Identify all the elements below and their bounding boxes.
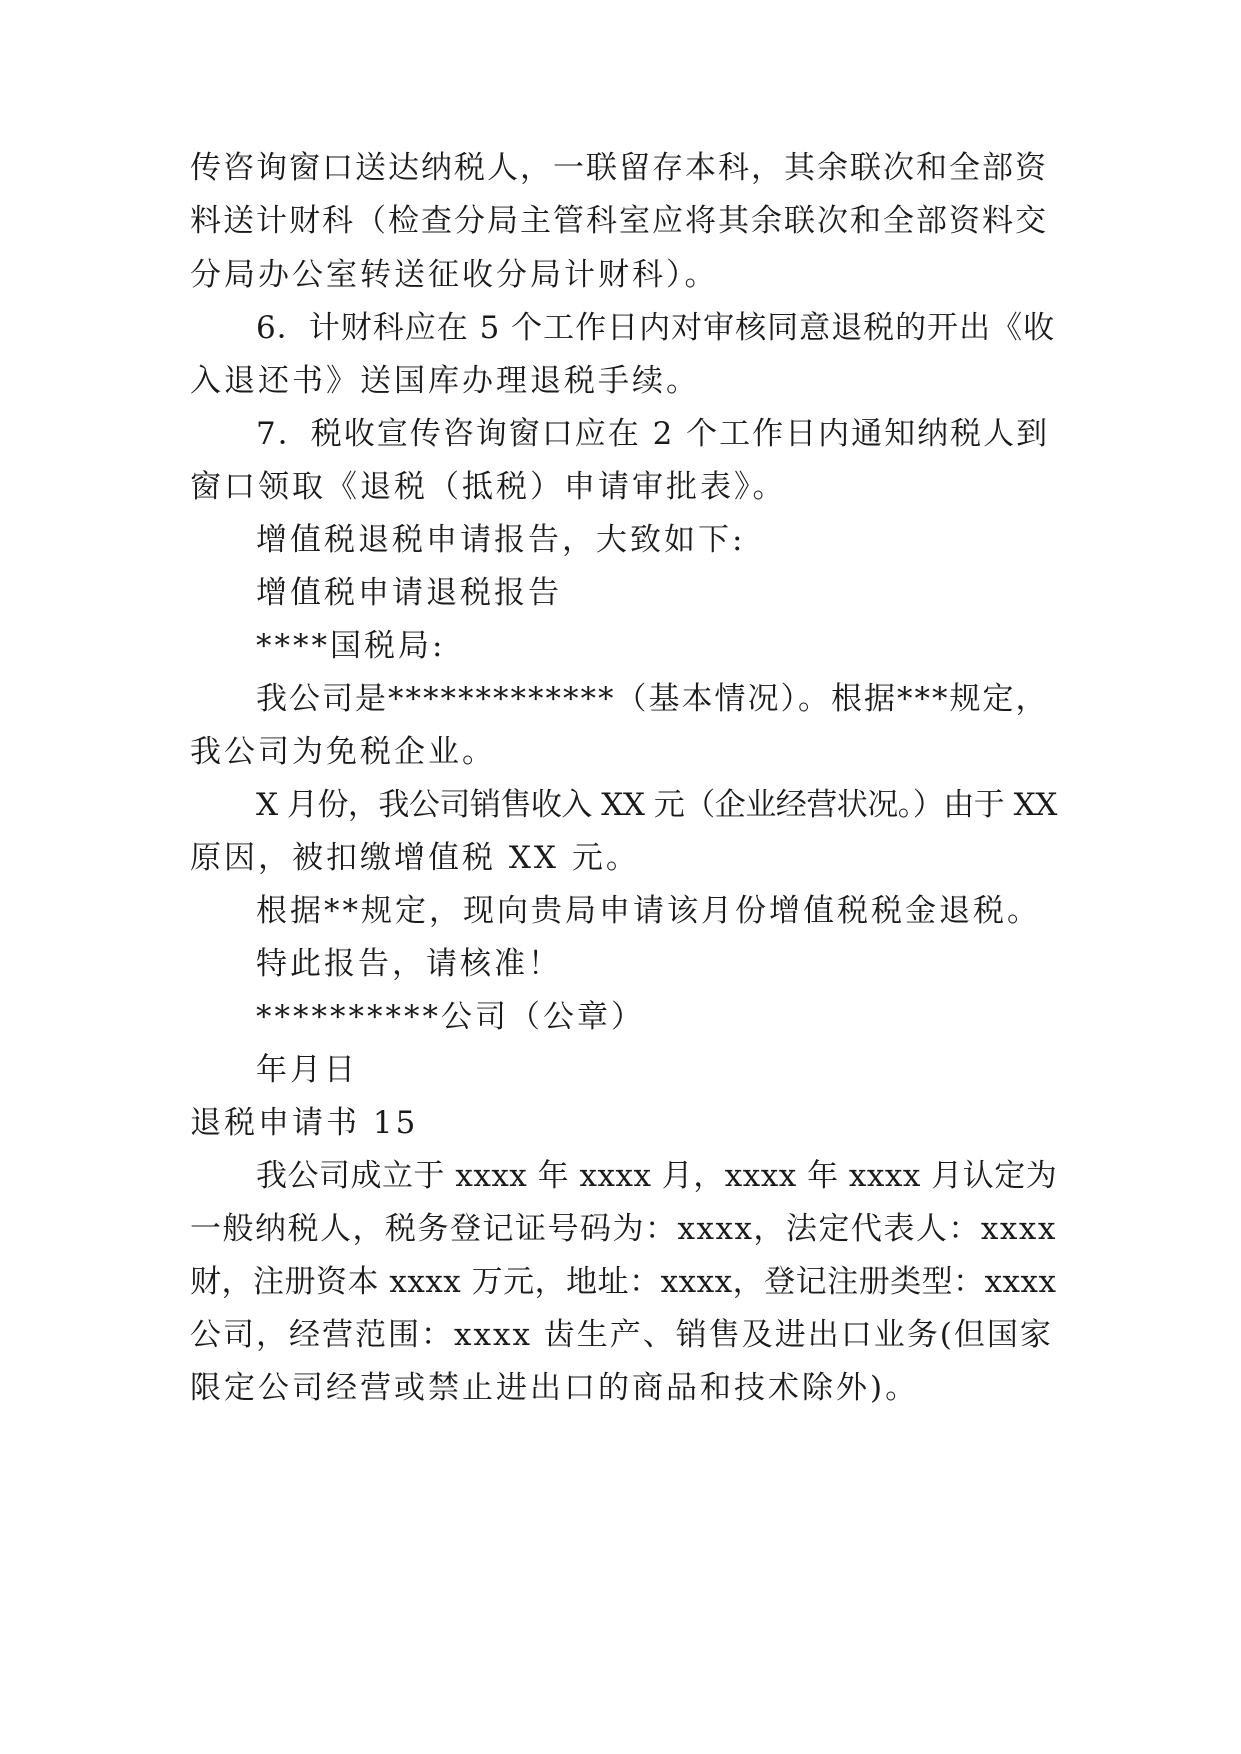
text-line: 我公司成立于 xxxx 年 xxxx 月，xxxx 年 xxxx 月认定为 <box>256 1158 1058 1194</box>
date-line: 年月日 <box>256 1052 358 1088</box>
signature-line: **********公司（公章） <box>256 999 645 1035</box>
text-line: 入退还书》送国库办理退税手续。 <box>190 363 700 399</box>
section-heading: 退税申请书 15 <box>190 1105 419 1141</box>
text-line: 分局办公室转送征收分局计财科）。 <box>190 257 719 293</box>
text-line: 料送计财科（检查分局主管科室应将其余联次和全部资料交 <box>190 203 1048 239</box>
text-line: 限定公司经营或禁止进出口的商品和技术除外)。 <box>190 1370 920 1406</box>
text-line: X 月份，我公司销售收入 XX 元（企业经营状况。）由于 XX <box>256 787 1057 823</box>
text-line: 特此报告，请核准！ <box>256 946 562 982</box>
text-line: 公司，经营范围：xxxx 齿生产、销售及进出口业务(但国家 <box>190 1317 1053 1353</box>
text-line: 传咨询窗口送达纳税人，一联留存本科，其余联次和全部资 <box>190 150 1048 186</box>
text-line: 原因，被扣缴增值税 XX 元。 <box>190 840 640 876</box>
text-line: 根据**规定，现向贵局申请该月份增值税税金退税。 <box>256 893 1041 929</box>
text-line: 6．计财科应在 5 个工作日内对审核同意退税的开出《收 <box>256 310 1056 346</box>
text-line: 财，注册资本 xxxx 万元，地址：xxxx，登记注册类型：xxxx <box>190 1264 1057 1300</box>
report-title: 增值税申请退税报告 <box>256 575 562 611</box>
text-line: 增值税退税申请报告，大致如下: <box>256 522 746 558</box>
text-line: 我公司是*************（基本情况）。根据***规定， <box>256 681 1049 717</box>
text-line: 我公司为免税企业。 <box>190 734 496 770</box>
recipient-line: ****国税局: <box>256 628 446 664</box>
text-line: 一般纳税人，税务登记证号码为：xxxx，法定代表人：xxxx <box>190 1211 1057 1247</box>
text-line: 7．税收宣传咨询窗口应在 2 个工作日内通知纳税人到 <box>256 416 1050 452</box>
text-line: 窗口领取《退税（抵税）申请审批表》。 <box>190 469 787 505</box>
